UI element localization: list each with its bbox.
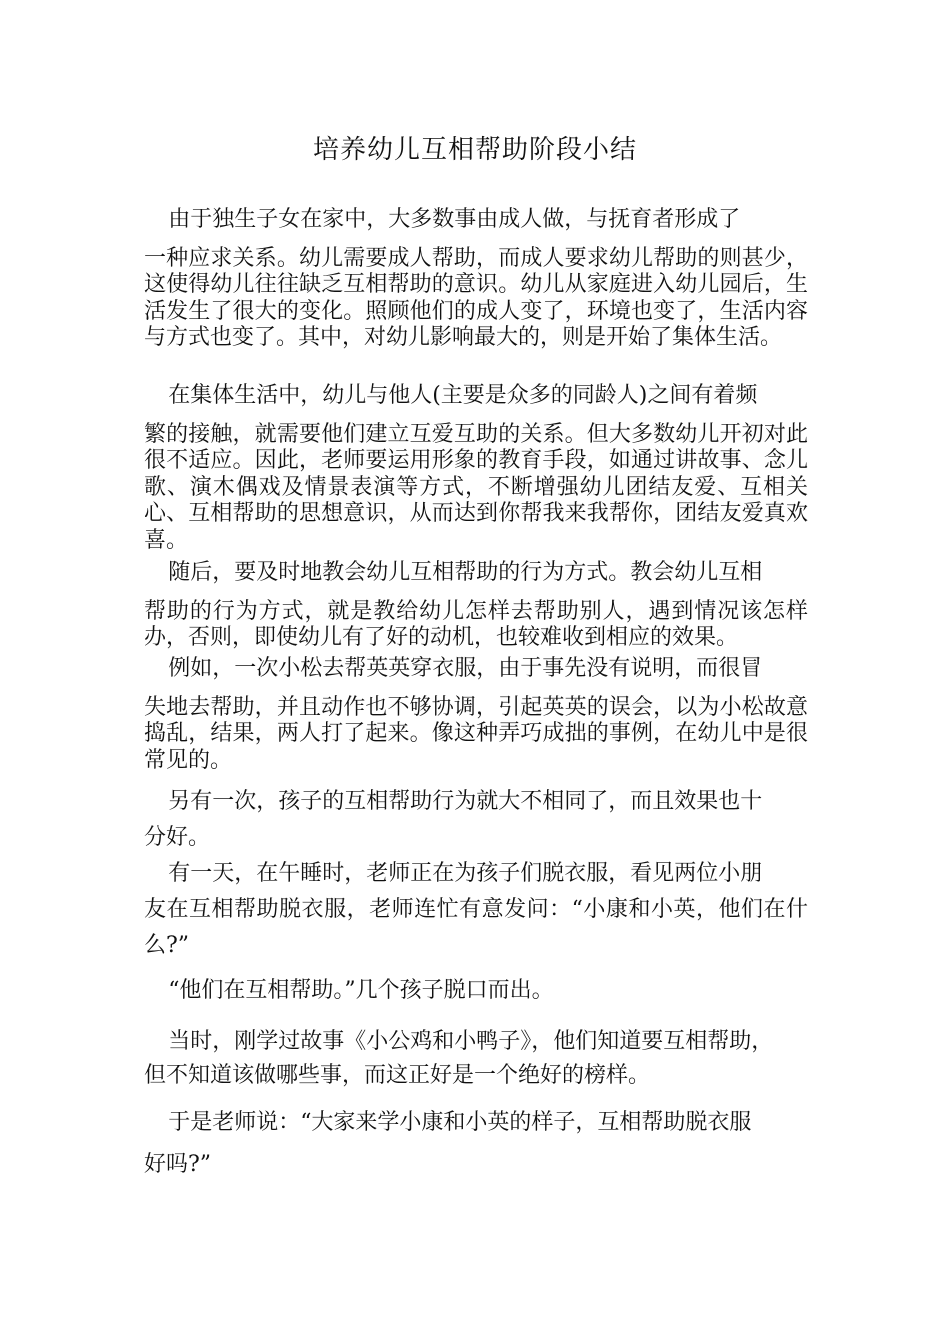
paragraph-3-first-line: 随后，要及时地教会幼儿互相帮助的行为方式。教会幼儿互相 bbox=[168, 560, 763, 585]
paragraph-6-first-line: 有一天，在午睡时，老师正在为孩子们脱衣服，看见两位小朋 bbox=[168, 861, 763, 886]
paragraph-5-body: 分好。 bbox=[144, 825, 211, 850]
paragraph-3 bbox=[144, 560, 808, 652]
paragraph-1-body: 一种应求关系。幼儿需要成人帮助，而成人要求幼儿帮助的则甚少，这使得幼儿往往缺乏互相帮助的意识。幼儿从家庭进入幼儿园后，生活发生了很大的变化。照顾他们的成人变了，环境也变了，生活内容与方式也变了。其中，对幼儿影响最大的，则是开始了集体生活。 bbox=[144, 245, 808, 350]
paragraph-4-first-line: 例如，一次小松去帮英英穿衣服，由于事先没有说明，而很冒 bbox=[168, 656, 763, 681]
paragraph-8-first-line: 当时，刚学过故事《小公鸡和小鸭子》，他们知道要互相帮助， bbox=[168, 1029, 774, 1054]
paragraph-7 bbox=[144, 978, 808, 1005]
paragraph-6 bbox=[144, 856, 808, 964]
paragraph-4-body: 失地去帮助，并且动作也不够协调，引起英英的误会，以为小松故意捣乱，结果，两人打了起来。像这种弄巧成拙的事例，在幼儿中是很常见的。 bbox=[144, 694, 808, 773]
paragraph-3-body: 帮助的行为方式，就是教给幼儿怎样去帮助别人，遇到情况该怎样办，否则，即使幼儿有了好的动机，也较难收到相应的效果。 bbox=[144, 598, 808, 650]
paragraph-8 bbox=[144, 1025, 808, 1093]
paragraph-2 bbox=[144, 383, 808, 554]
paragraph-4 bbox=[144, 656, 808, 774]
paragraph-9 bbox=[144, 1102, 808, 1186]
paragraph-1-first-line: 由于独生子女在家中，大多数事由成人做，与抚育者形成了 bbox=[168, 207, 741, 232]
paragraph-2-body: 繁的接触，就需要他们建立互爱互助的关系。但大多数幼儿开初对此很不适应。因此，老师要运用形象的教育手段，如通过讲故事、念儿歌、演木偶戏及情景表演等方式，不断增强幼儿团结友爱、互相关心、互相帮助的思想意识，从而达到你帮我来我帮你，团结友爱真欢喜。 bbox=[144, 421, 808, 553]
document-title: 培养幼儿互相帮助阶段小结 bbox=[312, 135, 637, 165]
paragraph-9-body: 好吗?” bbox=[144, 1152, 212, 1177]
paragraph-9-first-line: 于是老师说：“大家来学小康和小英的样子，互相帮助脱衣服 bbox=[168, 1110, 752, 1135]
paragraph-1 bbox=[144, 207, 808, 352]
paragraph-6-body: 友在互相帮助脱衣服，老师连忙有意发问：“小康和小英，他们在什么?” bbox=[144, 897, 808, 958]
paragraph-8-body: 但不知道该做哪些事，而这正好是一个绝好的榜样。 bbox=[144, 1063, 651, 1088]
paragraph-5 bbox=[144, 784, 808, 856]
paragraph-2-first-line: 在集体生活中，幼儿与他人(主要是众多的同龄人)之间有着频 bbox=[168, 383, 758, 408]
paragraph-5-first-line: 另有一次，孩子的互相帮助行为就大不相同了，而且效果也十 bbox=[168, 789, 763, 814]
paragraph-7-first-line: “他们在互相帮助。”几个孩子脱口而出。 bbox=[168, 978, 554, 1003]
